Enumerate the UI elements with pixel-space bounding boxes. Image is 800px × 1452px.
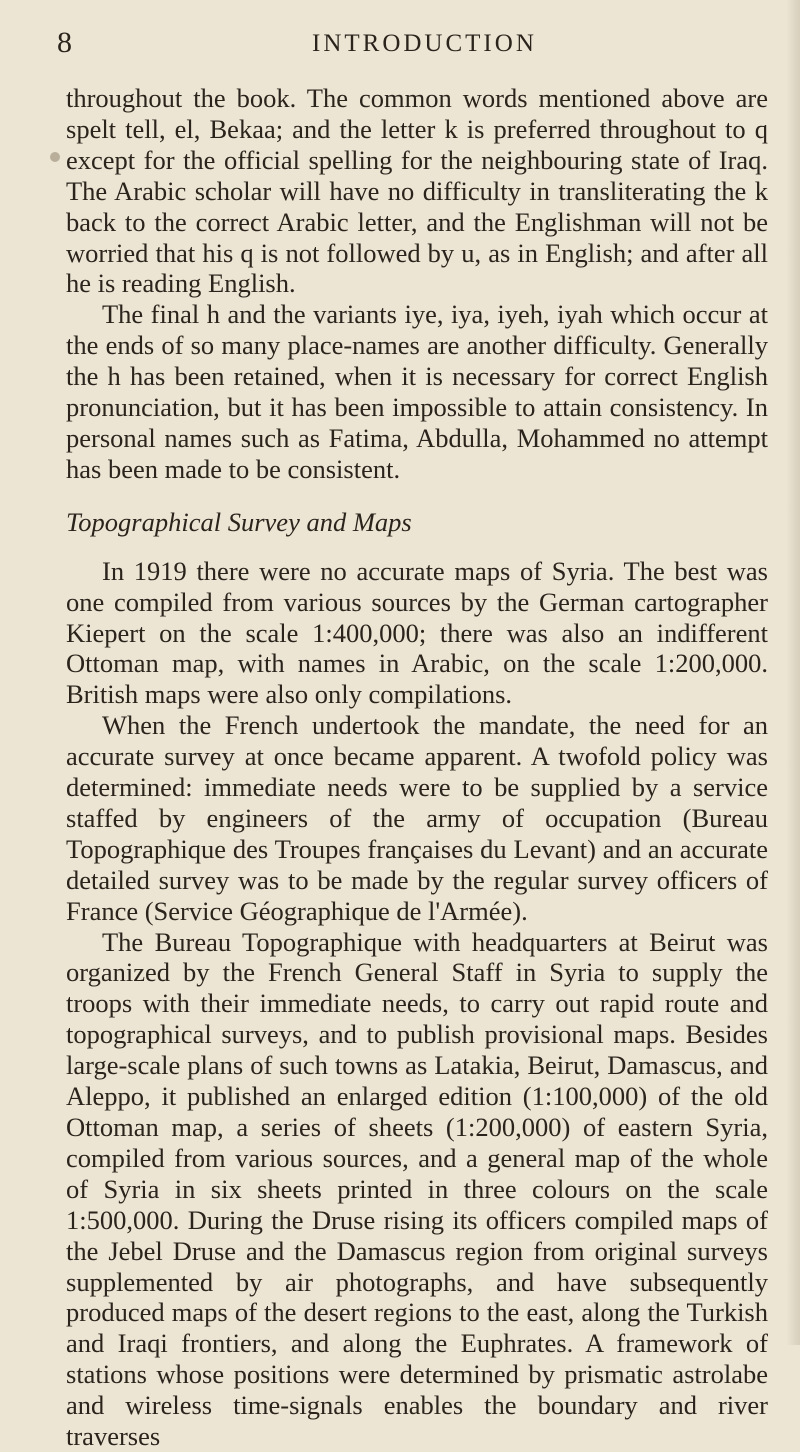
paragraph: throughout the book. The common words mentioned above are spelt tell, el, Bekaa; and the letter k is preferred throughout to q except for the official spelling for the neighbouring state of Iraq. The Arabic scholar will have no difficulty in transliterating the k back to the correct Arabic letter, and the Englishman will not be worried that his q is not followed by u, as in English; and after all he is reading English. [66,83,768,299]
page-number: 8 [57,26,72,59]
paragraph: The Bureau Topographique with headquarters at Beirut was organized by the French General Staff in Syria to supply the troops with their immediate needs, to carry out rapid route and topographical surveys, and to publish provisional maps. Besides large-scale plans of such towns as Latakia, Beirut, Damascus, and Aleppo, it published an enlarged edition (1:100,000) of the old Ottoman map, a series of sheets (1:200,000) of eastern Syria, compiled from various sources, and a general map of the whole of Syria in six sheets printed in three colours on the scale 1:500,000. During the Druse rising its officers compiled maps of the Jebel Druse and the Damascus region from original surveys supplemented by air photographs, and have subsequently produced maps of the desert regions to the east, along the Turkish and Iraqi frontiers, and along the Euphrates. A framework of stations whose positions were determined by prismatic astrolabe and wireless time-signals enables the boundary and river traverses [66,926,768,1452]
section-heading: Topographical Survey and Maps [66,506,412,537]
running-head-title: INTRODUCTION [312,30,537,57]
running-head [0,14,800,59]
body-text [66,83,768,1452]
paragraph: When the French undertook the mandate, the need for an accurate survey at once became apparent. A twofold policy was determined: immediate needs were to be supplied by a service staffed by engineers of the army of occupation (Bureau Topographique des Troupes françaises du Levant) and an accurate detailed survey was to be made by the regular survey officers of France (Service Géographique de l'Armée). [66,710,768,926]
page-edge-shadow [786,0,800,1345]
paragraph: In 1919 there were no accurate maps of Syria. The best was one compiled from various sources by the German cartographer Kiepert on the scale 1:400,000; there was also an indifferent Ottoman map, with names in Arabic, on the scale 1:200,000. British maps were also only compilations. [66,555,768,710]
paragraph: The final h and the variants iye, iya, iyeh, iyah which occur at the ends of so many place-names are another difficulty. Generally the h has been retained, when it is necessary for correct English pronunciation, but it has been impossible to attain consistency. In personal names such as Fatima, Abdulla, Mohammed no attempt has been made to be consistent. [66,299,768,484]
margin-dot-mark [50,152,60,162]
